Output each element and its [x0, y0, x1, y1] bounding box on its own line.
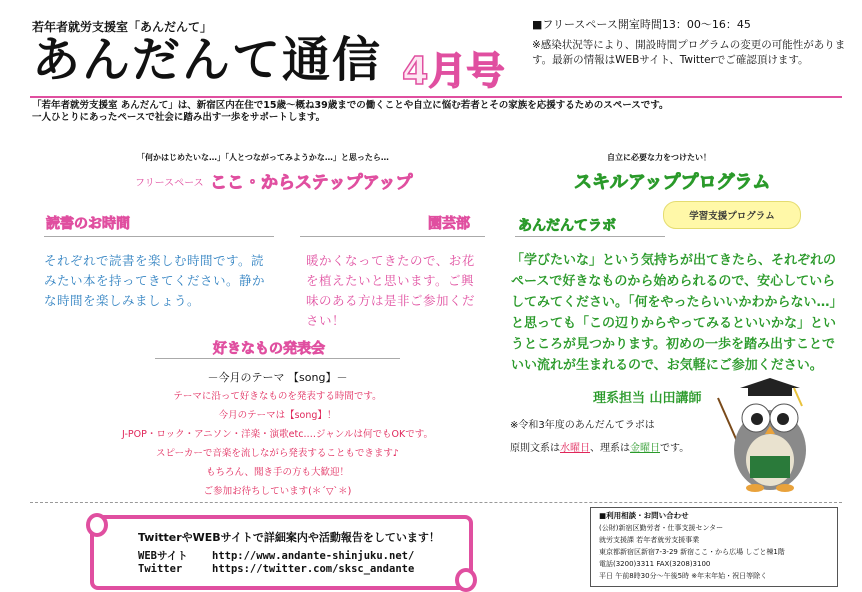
owl-teacher-illustration [710, 378, 820, 493]
friday-text: 金曜日 [630, 443, 660, 454]
concert-underline [155, 358, 400, 359]
concert-line: J-POP・ロック・アニソン・洋楽・演歌etc.…ジャンルは何でもOKです。 [122, 429, 433, 440]
teacher-label: 理系担当 山田講師 [593, 391, 702, 406]
note-text: 原則文系は [510, 443, 560, 454]
intro-line-2: 一人ひとりにあったペースで社会に踏み出す一歩をサポートします。 [32, 112, 326, 123]
web-url-link[interactable]: http://www.andante-shinjuku.net/ [212, 550, 415, 562]
note-text: 、理系は [590, 443, 630, 454]
footer-divider [30, 502, 842, 503]
twitter-label: Twitter [138, 563, 183, 575]
intro-line-1: 「若年者就労支援室 あんだんて」は、新宿区内在住で15歳～概ね39歳までの働くことや自立に悩む若者とその家族を応援するためのスペースです。 [32, 100, 669, 111]
skill-title: スキルアッププログラム [574, 172, 771, 193]
intro-text [32, 100, 832, 124]
lab-note-1: ※令和3年度のあんだんてラボは [510, 420, 655, 431]
web-label: WEBサイト [138, 550, 188, 562]
concert-line: もちろん、聞き手の方も大歓迎！ [205, 467, 350, 478]
header-divider [30, 96, 842, 98]
lab-heading: あんだんてラボ [518, 218, 616, 234]
reading-text: それぞれで読書を楽しむ時間です。読みたい本を持ってきてください。静かな時間を楽しみましょう。 [44, 253, 266, 308]
contact-line: 就労支援課 若年者就労支援事業 [599, 536, 700, 544]
garden-heading: 園芸部 [428, 216, 470, 232]
concert-body [100, 368, 455, 501]
notice-text: ※感染状況等により、開設時間プログラムの変更の可能性があります。最新の情報はWEBサイト、Twitterでご確認頂けます。 [532, 39, 846, 66]
twitter-row [138, 563, 414, 575]
web-row [138, 548, 414, 563]
contact-address: 東京都新宿区新宿7-3-29 新宿ここ・から広場 しごと棟1階 [599, 548, 785, 556]
newsletter-title: あんだんて通信 [32, 32, 383, 88]
issue-label: 4月号 [402, 49, 505, 93]
free-space-label: フリースペース [135, 178, 204, 189]
note-text: です。 [660, 443, 690, 454]
lab-note-2 [510, 439, 689, 454]
wednesday-text: 水曜日 [560, 443, 590, 454]
contact-phone: 電話(3200)3311 FAX(3208)3100 [599, 560, 711, 568]
concert-line: ご参加お待ちしています(＊´▽`＊) [203, 486, 352, 497]
sns-info-box [90, 515, 473, 590]
contact-box [590, 507, 838, 587]
lab-text: 「学びたいな」という気持ちが出てきたら、それぞれのペースで好きなものから始められるので、安心していらしてみてください。「何をやったらいいかわからない…」と思っても「この辺りからやってみるといいかな」というところが見つかります。初めの一歩を踏み出すことでいい流れが生まれるので、お気軽にご参加ください。 [511, 253, 843, 373]
contact-title: ■利用相談・お問い合わせ [599, 511, 689, 520]
concert-heading: 好きなもの発表会 [213, 341, 325, 357]
concert-theme: －今月のテーマ 【song】－ [207, 371, 348, 384]
org-subtitle: 若年者就労支援室「あんだんて」 [32, 20, 213, 34]
scroll-curl-icon [86, 513, 108, 537]
skill-quote: 自立に必要な力をつけたい！ [607, 153, 711, 162]
contact-hours: 平日 午前8時30分～午後5時 ※年末年始・祝日等除く [599, 572, 768, 580]
concert-line: スピーカーで音楽を流しながら発表することもできます♪ [156, 448, 399, 459]
concert-line: テーマに沿って好きなものを発表する時間です。 [173, 391, 382, 402]
scroll-curl-icon [455, 568, 477, 592]
open-hours: ■フリースペース開室時間13：00～16：45 [532, 18, 751, 31]
reading-heading: 読書のお時間 [46, 216, 130, 232]
free-space-title: ここ・からステップアップ [210, 173, 413, 193]
reading-underline [44, 236, 274, 237]
sns-info-title: TwitterやWEBサイトで詳細案内や活動報告をしています！ [138, 531, 440, 544]
garden-text: 暖かくなってきたので、お花を植えたいと思います。ご興味のある方は是非ご参加ください！ [306, 253, 476, 328]
lab-underline [515, 236, 665, 237]
concert-line: 今月のテーマは【song】！ [218, 410, 337, 421]
contact-line: (公財)新宿区勤労者・仕事支援センター [599, 524, 724, 532]
free-space-quote: 「何かはじめたいな…」「人とつながってみようかな…」と思ったら… [137, 153, 389, 162]
garden-underline [300, 236, 485, 237]
twitter-url-link[interactable]: https://twitter.com/sksc_andante [212, 563, 415, 575]
study-support-badge: 学習支援プログラム [663, 201, 801, 229]
